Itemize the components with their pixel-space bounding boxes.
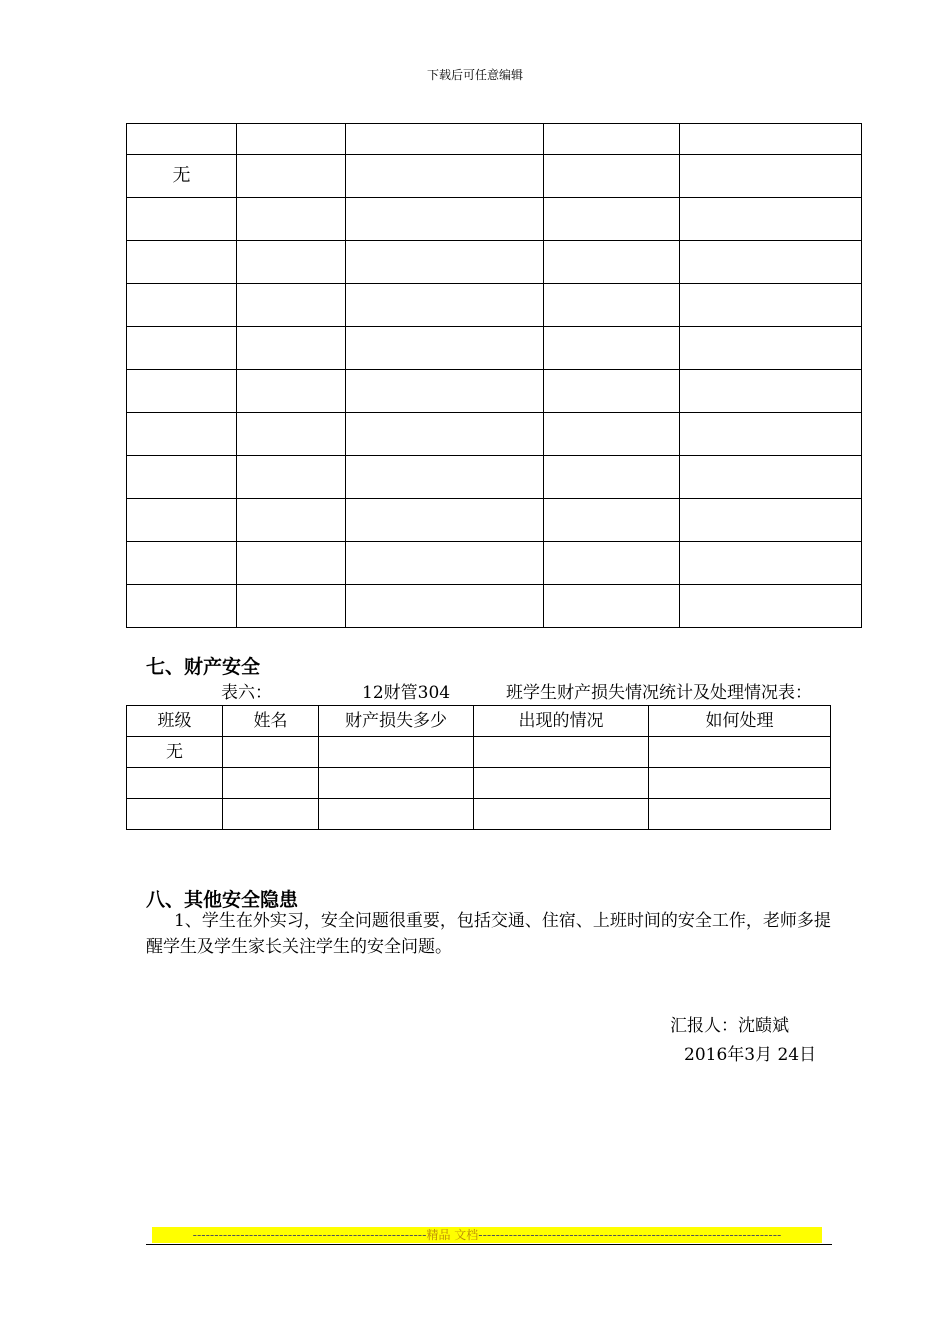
cell-text	[680, 155, 861, 161]
table-cell	[127, 284, 237, 327]
table-cell	[127, 413, 237, 456]
table-cell	[649, 799, 831, 830]
table-row	[127, 737, 831, 768]
table-cell	[237, 499, 346, 542]
cell-text	[237, 456, 345, 462]
table-cell	[127, 585, 237, 628]
table-caption-class: 12财管304	[362, 683, 451, 703]
table-cell	[680, 585, 862, 628]
cell-text	[127, 542, 236, 548]
cell-text	[127, 456, 236, 462]
property-loss-table	[126, 705, 831, 830]
table-cell	[127, 198, 237, 241]
table-row	[127, 413, 862, 456]
table-cell	[346, 542, 544, 585]
table-cell	[237, 241, 346, 284]
table-cell	[680, 370, 862, 413]
table-row	[127, 284, 862, 327]
cell-text	[680, 456, 861, 462]
table-cell	[346, 198, 544, 241]
table-cell	[680, 155, 862, 198]
cell-text	[237, 499, 345, 505]
header-handling: 如何处理	[649, 706, 831, 737]
cell-text	[237, 585, 345, 591]
cell-text	[680, 499, 861, 505]
table-cell	[544, 198, 680, 241]
table-row	[127, 124, 862, 155]
table-cell	[649, 737, 831, 768]
table-cell	[237, 124, 346, 155]
table-cell	[346, 284, 544, 327]
cell-text	[127, 198, 236, 204]
table-row	[127, 499, 862, 542]
table-cell	[346, 585, 544, 628]
cell-text	[127, 585, 236, 591]
table-cell	[223, 799, 319, 830]
cell-text	[544, 413, 679, 419]
table-cell	[346, 499, 544, 542]
table-cell	[223, 737, 319, 768]
table-caption-title: 班学生财产损失情况统计及处理情况表：	[506, 683, 812, 703]
cell-text	[544, 327, 679, 333]
cell-text	[127, 284, 236, 290]
cell-text	[127, 241, 236, 247]
cell-text	[680, 284, 861, 290]
table-cell	[680, 542, 862, 585]
table-row	[127, 370, 862, 413]
table-row	[127, 198, 862, 241]
cell-text	[544, 542, 679, 548]
header-loss-amount: 财产损失多少	[319, 706, 474, 737]
cell-text	[346, 542, 543, 548]
table-cell	[127, 542, 237, 585]
cell-text	[544, 155, 679, 161]
cell-text	[680, 370, 861, 376]
cell-text	[237, 284, 345, 290]
cell-text	[237, 413, 345, 419]
table-cell	[544, 542, 680, 585]
table-cell	[474, 799, 649, 830]
header-name: 姓名	[223, 706, 319, 737]
table-cell	[319, 737, 474, 768]
table-cell	[127, 124, 237, 155]
table-cell	[127, 327, 237, 370]
cell-text	[346, 413, 543, 419]
cell-text	[237, 327, 345, 333]
table-cell	[127, 241, 237, 284]
table-cell	[544, 284, 680, 327]
table-cell	[346, 155, 544, 198]
reporter-line: 汇报人：沈赜斌	[670, 1016, 789, 1036]
cell-text	[237, 155, 345, 161]
table-cell	[474, 737, 649, 768]
table-cell	[544, 370, 680, 413]
table-cell	[223, 768, 319, 799]
table-cell	[680, 456, 862, 499]
table-cell	[346, 327, 544, 370]
report-date: 2016年3月 24日	[684, 1045, 817, 1065]
cell-text	[346, 585, 543, 591]
cell-text	[237, 370, 345, 376]
footer-dashes-right: ----------------------------------------------------------------------	[478, 1228, 782, 1242]
cell-text	[346, 155, 543, 161]
table-cell	[127, 799, 223, 830]
table-cell	[649, 768, 831, 799]
cell-text	[127, 413, 236, 419]
header-situation: 出现的情况	[474, 706, 649, 737]
cell-text: 无	[172, 165, 191, 186]
table-cell	[680, 124, 862, 155]
table-cell	[127, 370, 237, 413]
table-row	[127, 241, 862, 284]
cell-text	[346, 198, 543, 204]
table-row	[127, 799, 831, 830]
section-7-heading: 七、财产安全	[146, 656, 261, 678]
cell-text	[346, 456, 543, 462]
table-cell	[319, 768, 474, 799]
table-cell	[237, 456, 346, 499]
footer-band	[152, 1227, 822, 1243]
section-8-paragraph: 1、学生在外实习，安全问题很重要，包括交通、住宿、上班时间的安全工作，老师多提醒学生及学生家长关注学生的安全问题。	[146, 911, 831, 957]
cell-text	[237, 241, 345, 247]
table-cell	[544, 155, 680, 198]
header-note: 下载后可任意编辑	[426, 68, 523, 82]
cell-text	[346, 327, 543, 333]
table-cell	[127, 155, 237, 198]
cell-text	[346, 499, 543, 505]
table-cell	[544, 124, 680, 155]
header-class: 班级	[127, 706, 223, 737]
table-cell	[237, 284, 346, 327]
table-caption-prefix: 表六：	[221, 683, 272, 703]
table-cell	[544, 241, 680, 284]
footer-rule	[146, 1244, 832, 1245]
table-cell	[680, 284, 862, 327]
table-cell: 无	[127, 737, 223, 768]
table-cell	[680, 499, 862, 542]
table-cell	[237, 585, 346, 628]
table-header-row	[127, 706, 831, 737]
cell-text	[127, 499, 236, 505]
cell-text	[544, 499, 679, 505]
table-cell	[346, 241, 544, 284]
table-cell	[544, 585, 680, 628]
cell-text	[127, 370, 236, 376]
table-row	[127, 542, 862, 585]
table-row	[127, 456, 862, 499]
table-cell	[680, 241, 862, 284]
table-cell	[237, 542, 346, 585]
table-cell	[544, 413, 680, 456]
cell-text	[680, 327, 861, 333]
cell-text	[680, 542, 861, 548]
table-cell	[680, 198, 862, 241]
table-cell	[127, 768, 223, 799]
cell-text	[680, 413, 861, 419]
cell-text	[346, 370, 543, 376]
table-row	[127, 155, 862, 198]
section-8-heading: 八、其他安全隐患	[146, 889, 299, 911]
table-row	[127, 585, 862, 628]
cell-text	[680, 241, 861, 247]
cell-text	[544, 241, 679, 247]
table-cell	[346, 456, 544, 499]
table-cell	[237, 413, 346, 456]
table-cell	[237, 155, 346, 198]
table-cell	[544, 499, 680, 542]
cell-text	[680, 585, 861, 591]
cell-text	[544, 198, 679, 204]
cell-text	[237, 198, 345, 204]
table-cell	[346, 124, 544, 155]
table-row	[127, 768, 831, 799]
table-row	[127, 327, 862, 370]
table-cell	[237, 327, 346, 370]
table-cell	[319, 799, 474, 830]
safety-table-top	[126, 123, 862, 628]
cell-text	[544, 585, 679, 591]
table-cell	[346, 413, 544, 456]
cell-text	[346, 284, 543, 290]
cell-text	[680, 198, 861, 204]
table-cell	[544, 456, 680, 499]
table-cell	[680, 327, 862, 370]
cell-text	[544, 456, 679, 462]
table-cell	[346, 370, 544, 413]
table-cell	[127, 456, 237, 499]
cell-text	[127, 327, 236, 333]
cell-text	[544, 370, 679, 376]
table-cell	[127, 499, 237, 542]
table-cell	[680, 413, 862, 456]
footer-dashes-left: ------------------------------------------------------	[192, 1228, 427, 1242]
table-cell	[474, 768, 649, 799]
table-cell	[237, 370, 346, 413]
cell-text	[544, 284, 679, 290]
table-cell	[544, 327, 680, 370]
footer-label: 精品 文档	[426, 1228, 479, 1242]
cell-text	[346, 241, 543, 247]
table-cell	[237, 198, 346, 241]
cell-text	[237, 542, 345, 548]
